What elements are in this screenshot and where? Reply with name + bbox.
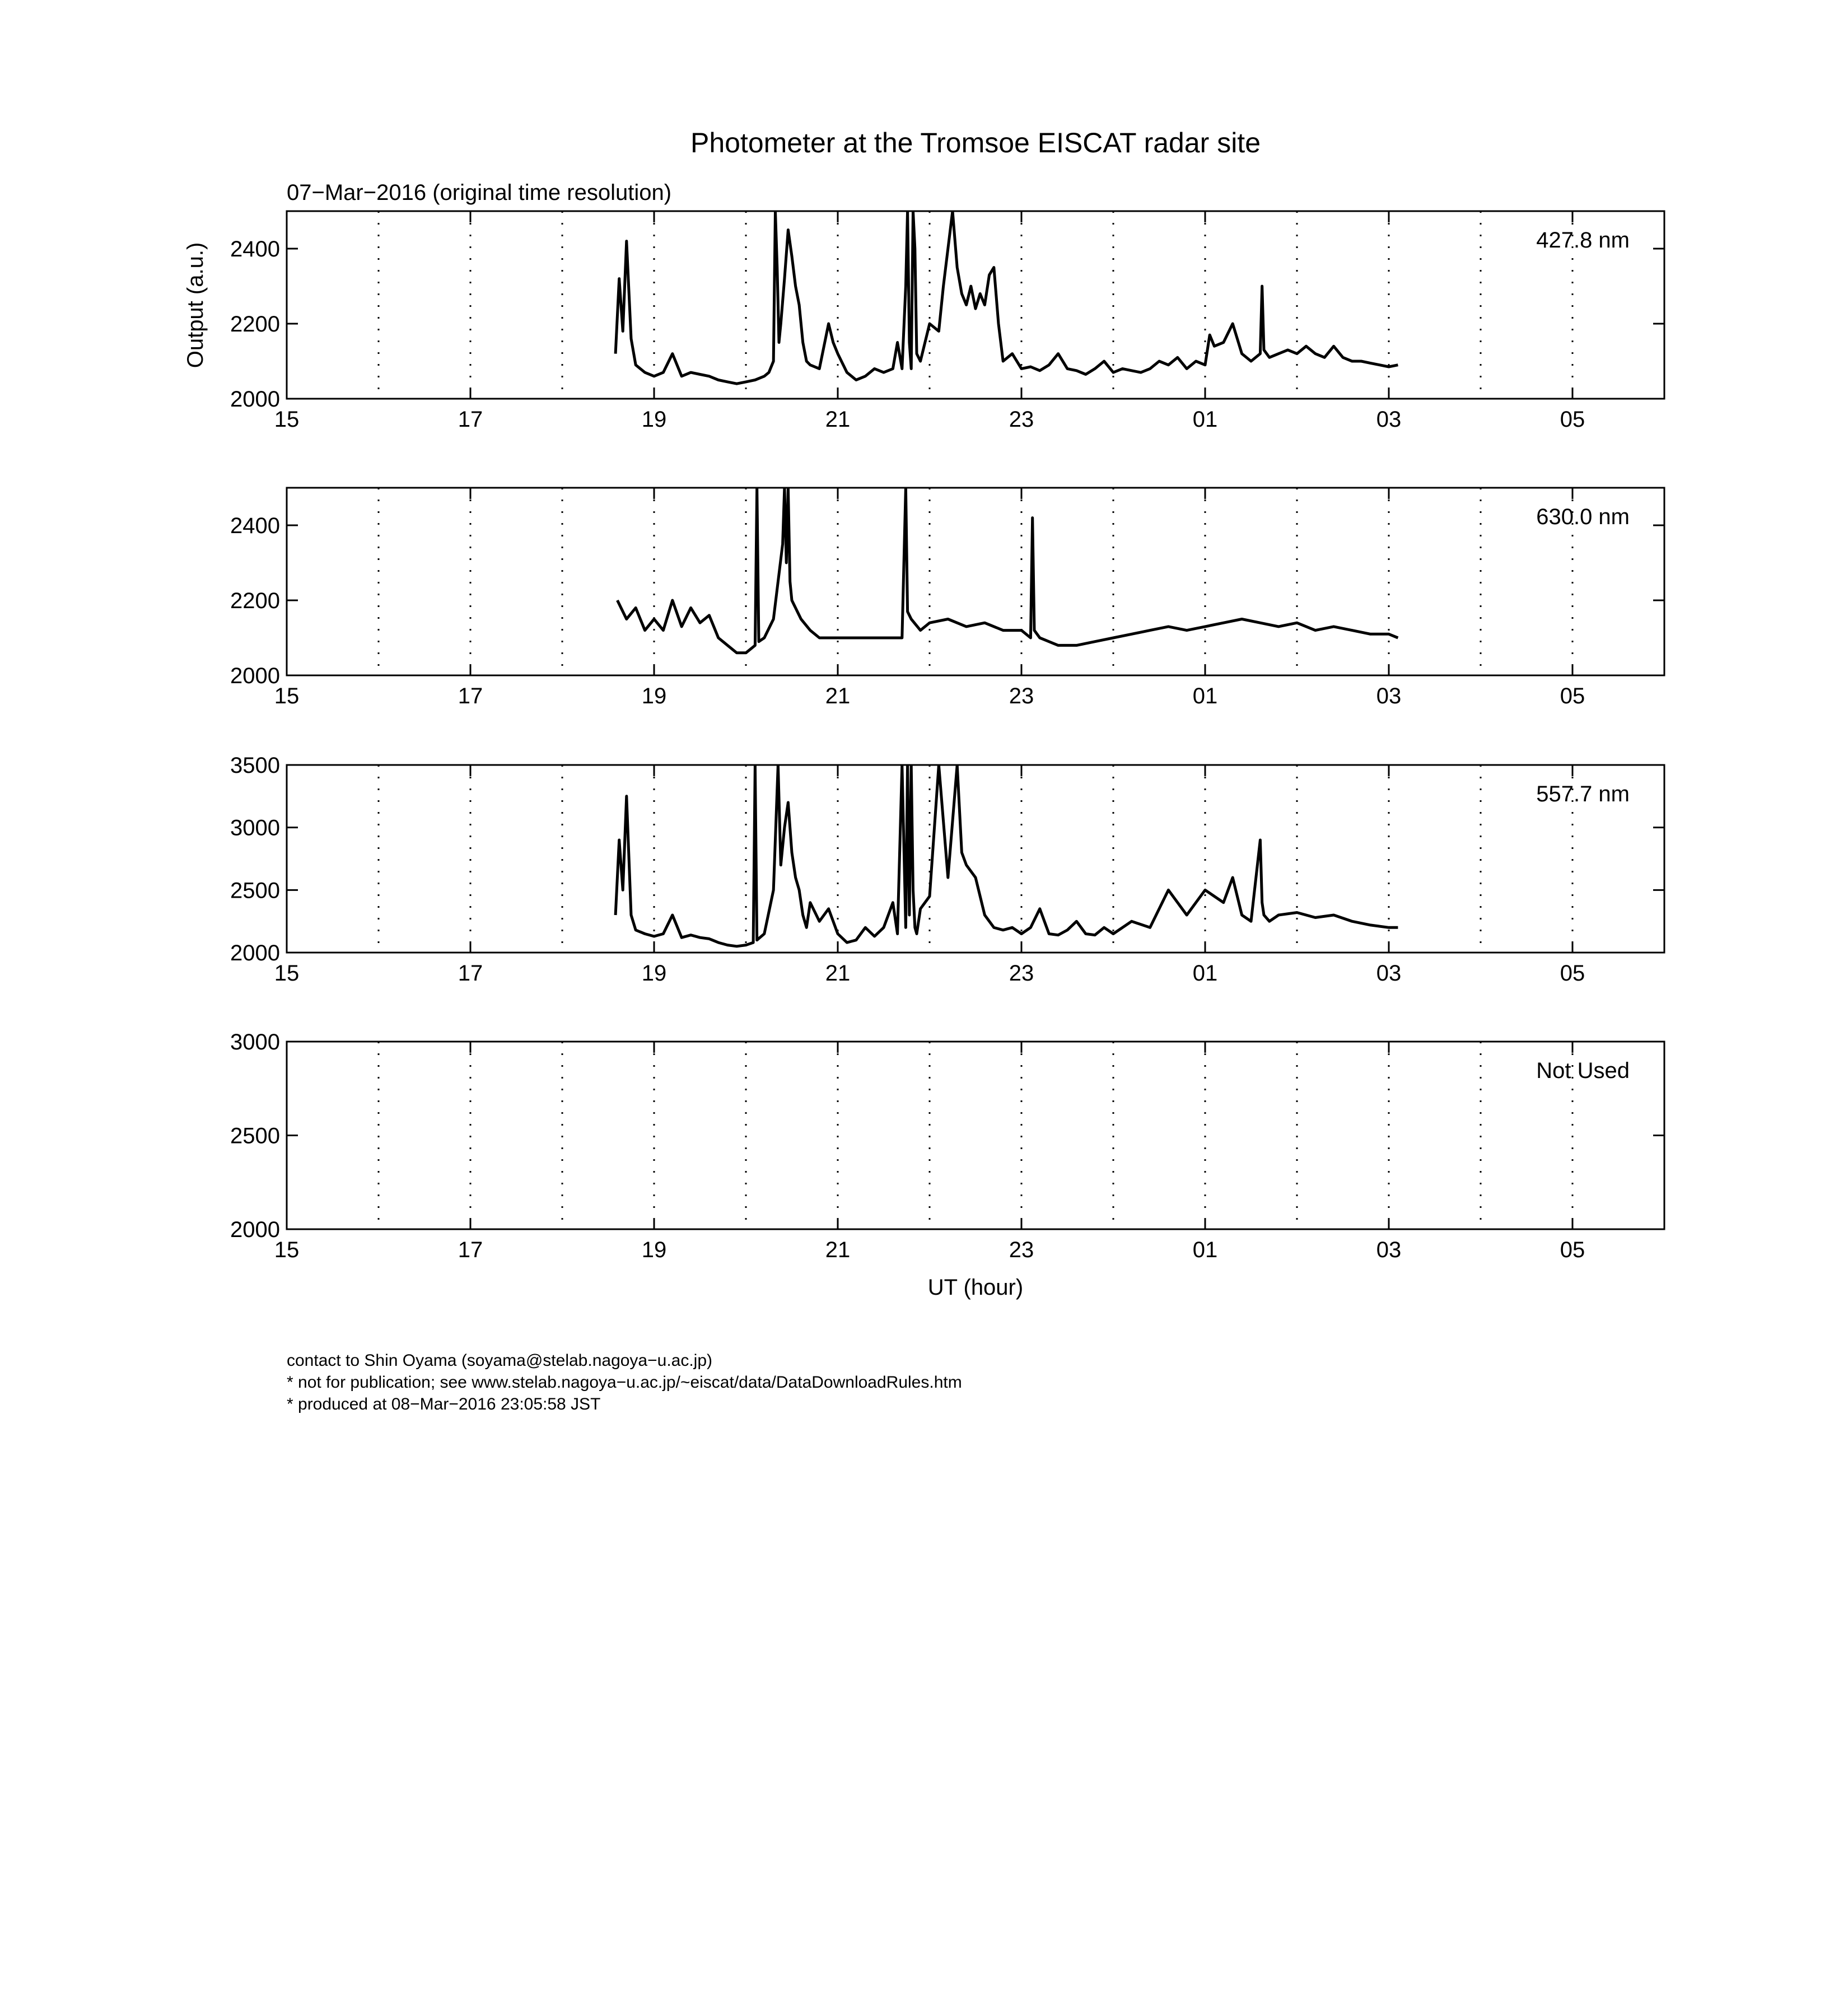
x-tick-label: 03 <box>1376 961 1402 986</box>
panel-label: 427.8 nm <box>1536 228 1630 253</box>
y-tick-label: 3000 <box>230 1030 280 1054</box>
x-tick-label: 01 <box>1192 684 1218 708</box>
y-tick-label: 2000 <box>230 941 280 965</box>
x-tick-label: 03 <box>1376 1238 1402 1262</box>
x-tick-label: 05 <box>1560 684 1585 708</box>
x-tick-label: 17 <box>458 684 483 708</box>
x-tick-label: 23 <box>1009 684 1034 708</box>
x-tick-label: 19 <box>641 1238 667 1262</box>
x-tick-label: 01 <box>1192 407 1218 432</box>
x-tick-label: 19 <box>641 961 667 986</box>
x-tick-label: 03 <box>1376 684 1402 708</box>
panel-1 <box>230 211 1664 432</box>
x-tick-label: 15 <box>274 1238 300 1262</box>
y-tick-label: 2500 <box>230 878 280 903</box>
y-tick-label: 2500 <box>230 1123 280 1149</box>
x-tick-label: 15 <box>274 961 300 986</box>
x-tick-label: 23 <box>1009 1238 1034 1262</box>
y-tick-label: 2000 <box>230 1217 280 1242</box>
x-tick-label: 21 <box>825 684 851 708</box>
x-tick-label: 21 <box>825 407 851 432</box>
x-tick-label: 23 <box>1009 407 1034 432</box>
y-axis-label: Output (a.u.) <box>183 242 208 368</box>
x-tick-label: 21 <box>825 1238 851 1262</box>
x-tick-label: 19 <box>641 407 667 432</box>
x-tick-label: 01 <box>1192 961 1218 986</box>
x-tick-label: 03 <box>1376 407 1402 432</box>
axes-frame <box>287 488 1664 675</box>
axes-frame <box>287 765 1664 953</box>
panel-label: 557.7 nm <box>1536 782 1630 806</box>
axes-frame <box>287 1042 1664 1229</box>
x-tick-label: 23 <box>1009 961 1034 986</box>
series-line <box>615 211 1398 384</box>
y-tick-label: 2200 <box>230 312 280 337</box>
x-tick-label: 05 <box>1560 961 1585 986</box>
x-tick-label: 15 <box>274 684 300 708</box>
y-tick-label: 2400 <box>230 237 280 262</box>
y-tick-label: 3000 <box>230 815 280 841</box>
x-tick-label: 19 <box>641 684 667 708</box>
y-tick-label: 2400 <box>230 514 280 538</box>
x-tick-label: 21 <box>825 961 851 986</box>
y-tick-label: 2000 <box>230 387 280 412</box>
y-tick-label: 2000 <box>230 664 280 688</box>
panel-2 <box>230 488 1664 708</box>
panel-label: 630.0 nm <box>1536 505 1630 529</box>
panel-label: Not Used <box>1536 1058 1630 1083</box>
series-line <box>615 765 1398 946</box>
series-line <box>617 488 1398 653</box>
x-tick-label: 01 <box>1192 1238 1218 1262</box>
x-axis-label: UT (hour) <box>927 1275 1024 1300</box>
footer-rules: * not for publication; see www.stelab.nagoya−u.ac.jp/~eiscat/data/DataDownloadRules.htm <box>287 1373 962 1392</box>
x-tick-label: 05 <box>1560 407 1585 432</box>
y-tick-label: 3500 <box>230 753 280 778</box>
x-tick-label: 15 <box>274 407 300 432</box>
footer <box>287 1350 962 1415</box>
y-tick-label: 2200 <box>230 589 280 613</box>
figure-subtitle: 07−Mar−2016 (original time resolution) <box>287 180 672 205</box>
x-tick-label: 17 <box>458 407 483 432</box>
x-tick-label: 17 <box>458 1238 483 1262</box>
panels <box>230 211 1664 1262</box>
x-tick-label: 05 <box>1560 1238 1585 1262</box>
panel-3 <box>230 753 1664 986</box>
footer-contact: contact to Shin Oyama (soyama@stelab.nagoya−u.ac.jp) <box>287 1351 713 1370</box>
panel-4 <box>230 1030 1664 1262</box>
figure-title: Photometer at the Tromsoe EISCAT radar site <box>690 127 1261 158</box>
x-tick-label: 17 <box>458 961 483 986</box>
footer-produced: * produced at 08−Mar−2016 23:05:58 JST <box>287 1395 601 1413</box>
